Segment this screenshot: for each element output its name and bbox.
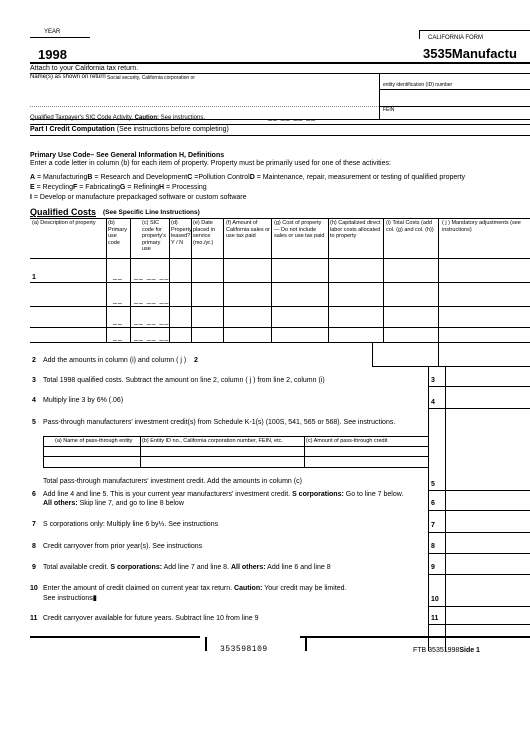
line-2-inline: 2 [194, 357, 198, 364]
col-a-header: (a) Description of property [32, 220, 96, 226]
sic-field-4[interactable]: __ __ __ [134, 334, 170, 341]
code-line-e: E = RecyclingF = FabricatingG = RefiningH = Processing [30, 184, 207, 191]
use-code-field-4[interactable]: __ [113, 334, 123, 341]
line-6-text-2: All others: Skip line 7, and go to line 8 below [43, 500, 184, 507]
line-7-num: 7 [32, 521, 36, 528]
code-line-a: A = ManufacturingB = Research and DevelopmentC =Pollution ControlD = Maintenance, repair, measurement or testing of qualified property [30, 174, 466, 181]
sic-code-field[interactable]: __ __ __ __ [268, 114, 316, 121]
line-5-num: 5 [32, 419, 36, 426]
pt-col-c-header: (c) Amount of pass-through credit [306, 438, 388, 444]
line-3-num: 3 [32, 377, 36, 384]
line-11-text: Credit carryover available for future years. Subtract line 10 from line 9 [43, 615, 259, 622]
primary-use-intro: Enter a code letter in column (b) for each item of property. Property must be primarily used for one of these activities: [30, 160, 391, 167]
primary-use-title: Primary Use Code– See General Information H, Definitions [30, 152, 225, 159]
qualified-costs-subtitle: (See Specific Line Instructions) [103, 209, 200, 216]
row-label-1: 1 [32, 274, 36, 281]
code-line-i: I = Develop or manufacture prepackaged software or custom software [30, 194, 247, 201]
qualified-costs-title: Qualified Costs [30, 207, 97, 217]
line-8-num: 8 [32, 543, 36, 550]
line-9-num: 9 [32, 564, 36, 571]
line-8-box: 8 [431, 543, 435, 550]
line-8-text: Credit carryover from prior year(s). See instructions [43, 543, 203, 550]
year-label: YEAR [44, 29, 61, 35]
line-11-box: 11 [431, 615, 439, 622]
use-code-field-3[interactable]: __ [113, 318, 123, 325]
entity-id-label: entity identification (ID) number [383, 82, 453, 88]
use-code-field-2[interactable]: __ [113, 297, 123, 304]
line-4-box: 4 [431, 399, 435, 406]
line-5-total-text: Total pass-through manufacturers' investment credit. Add the amounts in column (c) [43, 478, 302, 485]
line-9-box: 9 [431, 564, 435, 571]
line-3-text: Total 1998 qualified costs. Subtract the amount on line 2, column ( j ) from line 2, column (i) [43, 377, 325, 384]
line-7-text: S corporations only: Multiply line 6 by⅓. See instructions [43, 521, 219, 528]
barcode-number: 353598109 [220, 645, 268, 654]
line-10-num: 10 [30, 585, 38, 592]
part1-heading: Part I Credit Computation (See instructions before completing) [30, 126, 229, 133]
line-10-text: Enter the amount of credit claimed on current year tax return. Caution: Your credit may be limited. [43, 585, 347, 592]
line-11-num: 11 [30, 615, 38, 622]
col-c-header: (c) SIC code for property's primary use [142, 220, 166, 252]
line-7-box: 7 [431, 522, 435, 529]
line-6-num: 6 [32, 491, 36, 498]
line-2-num: 2 [32, 357, 36, 364]
col-b-header: (b) Primary use code [108, 220, 127, 246]
line-5-box: 5 [431, 481, 435, 488]
form-label: CALIFORNIA FORM [428, 35, 484, 41]
tax-year: 1998 [38, 47, 67, 62]
sic-field-1[interactable]: __ __ __ [134, 273, 170, 280]
line-10-box: 10 [431, 596, 439, 603]
line-6-text: Add line 4 and line 5. This is your current year manufacturers' investment credit. S corporations: Go to line 7 below. [43, 491, 404, 498]
fein-label: FEIN [383, 107, 395, 113]
col-i-header: (i) Total Costs (add col. (g) and col. (h)) [386, 220, 434, 233]
pt-col-b-header: (b) Entity ID no., California corporation number, FEIN, etc. [142, 438, 283, 444]
line-10-text-2: See instructions▮ [43, 595, 97, 602]
col-d-header: (d) Property leased? Y / N [171, 220, 192, 246]
use-code-field-1[interactable]: __ [113, 273, 123, 280]
form-title: 3535Manufactu [423, 46, 517, 61]
line-2-text: Add the amounts in column (i) and column ( j ) [43, 357, 187, 364]
name-label: Name(s) as shown on return [30, 74, 106, 80]
col-g-header: (g) Cost of property — Do not include sales or use tax paid [274, 220, 325, 239]
sic-field-2[interactable]: __ __ __ [134, 297, 170, 304]
sic-field-3[interactable]: __ __ __ [134, 318, 170, 325]
col-f-header: (f) Amount of California sales or use tax paid [226, 220, 271, 239]
ssn-label: Social security, California corporation or [107, 75, 196, 81]
line-3-box: 3 [431, 377, 435, 384]
name-entry-field[interactable] [30, 96, 379, 107]
line-4-num: 4 [32, 397, 36, 404]
attach-note: Attach to your California tax return. [30, 65, 139, 72]
col-e-header: (e) Date placed in service (mo./yr.) [193, 220, 216, 246]
footer-id: FTB 35351998Side 1 [413, 647, 480, 654]
pt-col-a-header: (a) Name of pass-through entity [55, 438, 133, 444]
line-4-text: Multiply line 3 by 6% (.06) [43, 397, 124, 404]
sic-line: Qualified Taxpayer's SIC Code Activity. Caution: See instructions. [30, 115, 206, 121]
line-9-text: Total available credit. S corporations: Add line 7 and line 8. All others: Add line 6 and line 8 [43, 564, 331, 571]
col-j-header: ( j ) Mandatory adjustments (see instructions) [442, 220, 521, 233]
line-6-box: 6 [431, 500, 435, 507]
col-h-header: (h) Capitalized direct labor costs allocated to property [330, 220, 381, 239]
line-5-text: Pass-through manufacturers' investment credit(s) from Schedule K-1(s) (100S, 541, 565 or 568). See instructions. [43, 419, 396, 426]
